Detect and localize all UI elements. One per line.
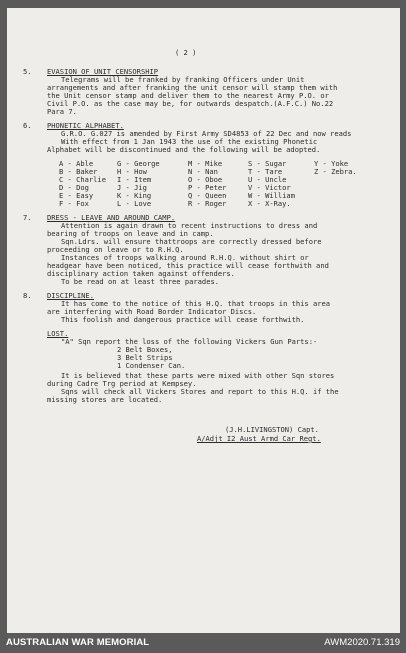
section-5-line: the Unit censor stamp and deliver them to the nearest Army P.O. or [47,91,329,100]
alphabet-entry: T - Tare [248,167,283,176]
section-7-line: proceeding on leave or to R.H.Q. [47,245,184,254]
alphabet-entry: Y - Yoke [314,159,349,168]
lost-line: It is believed that these parts were mixed with other Sqn stores [61,371,335,380]
section-7-line: To be read on at least three parades. [61,277,220,286]
alphabet-entry: L - Love [117,199,152,208]
document-page [7,8,400,633]
section-6-heading: PHONETIC ALPHABET. [47,121,124,130]
alphabet-entry: I - Item [117,175,152,184]
section-5-line: Civil P.O. as the case may be, for outwards despatch.(A.F.C.) No.22 [47,99,334,108]
alphabet-entry: Z - Zebra. [314,167,357,176]
lost-line: during Cadre Trg period at Kempsey. [47,379,197,388]
section-6-line: With effect from 1 Jan 1943 the use of the existing Phonetic [61,137,318,146]
lost-item: 3 Belt Strips [117,353,173,362]
alphabet-entry: D - Dog [59,183,89,192]
footer-source: AUSTRALIAN WAR MEMORIAL [6,637,150,648]
section-8-number: 8. [23,291,32,300]
signature-title: A/Adjt I2 Aust Armd Car Regt. [197,434,321,443]
section-7-line: Sqn.Ldrs. will ensure thattroops are correctly dressed before [61,237,322,246]
section-8-line: This foolish and dangerous practice will cease forthwith. [61,315,305,324]
alphabet-entry: B - Baker [59,167,98,176]
alphabet-entry: N - Nan [188,167,218,176]
lost-item: 2 Belt Boxes, [117,345,173,354]
section-5-line: Para 7. [47,107,77,116]
alphabet-entry: S - Sugar [248,159,287,168]
alphabet-entry: W - William [248,191,295,200]
section-8-line: It has come to the notice of this H.Q. that troops in this area [61,299,331,308]
lost-heading: LOST. [47,329,69,338]
alphabet-entry: F - Fox [59,199,89,208]
lost-item: 1 Condenser Can. [117,361,186,370]
alphabet-entry: Q - Queen [188,191,227,200]
alphabet-entry: J - Jig [117,183,147,192]
section-7-line: headgear have been noticed, this practice will cease forthwith and [47,261,329,270]
section-5-line: arrangements and after franking the unit censor will stamp them with [47,83,338,92]
section-5-line: Telegrams will be franked by franking Officers under Unit [61,75,305,84]
alphabet-entry: E - Easy [59,191,94,200]
section-5-number: 5. [23,67,32,76]
section-5-heading: EVASION OF UNIT CENSORSHIP [47,67,159,76]
signature-name: (J.H.LIVINGSTON) Capt. [225,425,319,434]
footer-accession-number: AWM2020.71.319 [324,637,400,648]
section-6-number: 6. [23,121,32,130]
alphabet-entry: C - Charlie [59,175,106,184]
alphabet-entry: U - Uncle [248,175,287,184]
section-7-heading: DRESS - LEAVE AND AROUND CAMP. [47,213,176,222]
section-7-line: disciplinary action taken against offenders. [47,269,235,278]
section-6-line: G.R.O. G.027 is amended by First Army SD4853 of 22 Dec and now reads [61,129,352,138]
section-8-line: are interfering with Road Border Indicator Discs. [47,307,257,316]
alphabet-entry: V - Victor [248,183,291,192]
alphabet-entry: A - Able [59,159,94,168]
alphabet-entry: H - How [117,167,147,176]
page-number: ( 2 ) [175,48,197,57]
alphabet-entry: O - Oboe [188,175,223,184]
lost-line: Sqns will check all Vickers Stores and report to this H.Q. if the [61,387,339,396]
section-7-line: Instances of troops walking around R.H.Q. without shirt or [61,253,309,262]
alphabet-entry: G - George [117,159,160,168]
alphabet-entry: R - Roger [188,199,227,208]
section-8-heading: DISCIPLINE. [47,291,94,300]
footer-bar [0,633,406,653]
alphabet-entry: P - Peter [188,183,227,192]
alphabet-entry: K - King [117,191,152,200]
section-7-line: Attention is again drawn to recent instructions to dress and [61,221,318,230]
section-6-line: Alphabet will be discontinued and the following will be adopted. [47,145,321,154]
alphabet-entry: X - X-Ray. [248,199,291,208]
section-7-number: 7. [23,213,32,222]
lost-line: missing stores are located. [47,395,163,404]
alphabet-entry: M - Mike [188,159,223,168]
lost-intro: "A" Sqn report the loss of the following Vickers Gun Parts:- [61,337,318,346]
section-7-line: bearing of troops on leave and in camp. [47,229,214,238]
